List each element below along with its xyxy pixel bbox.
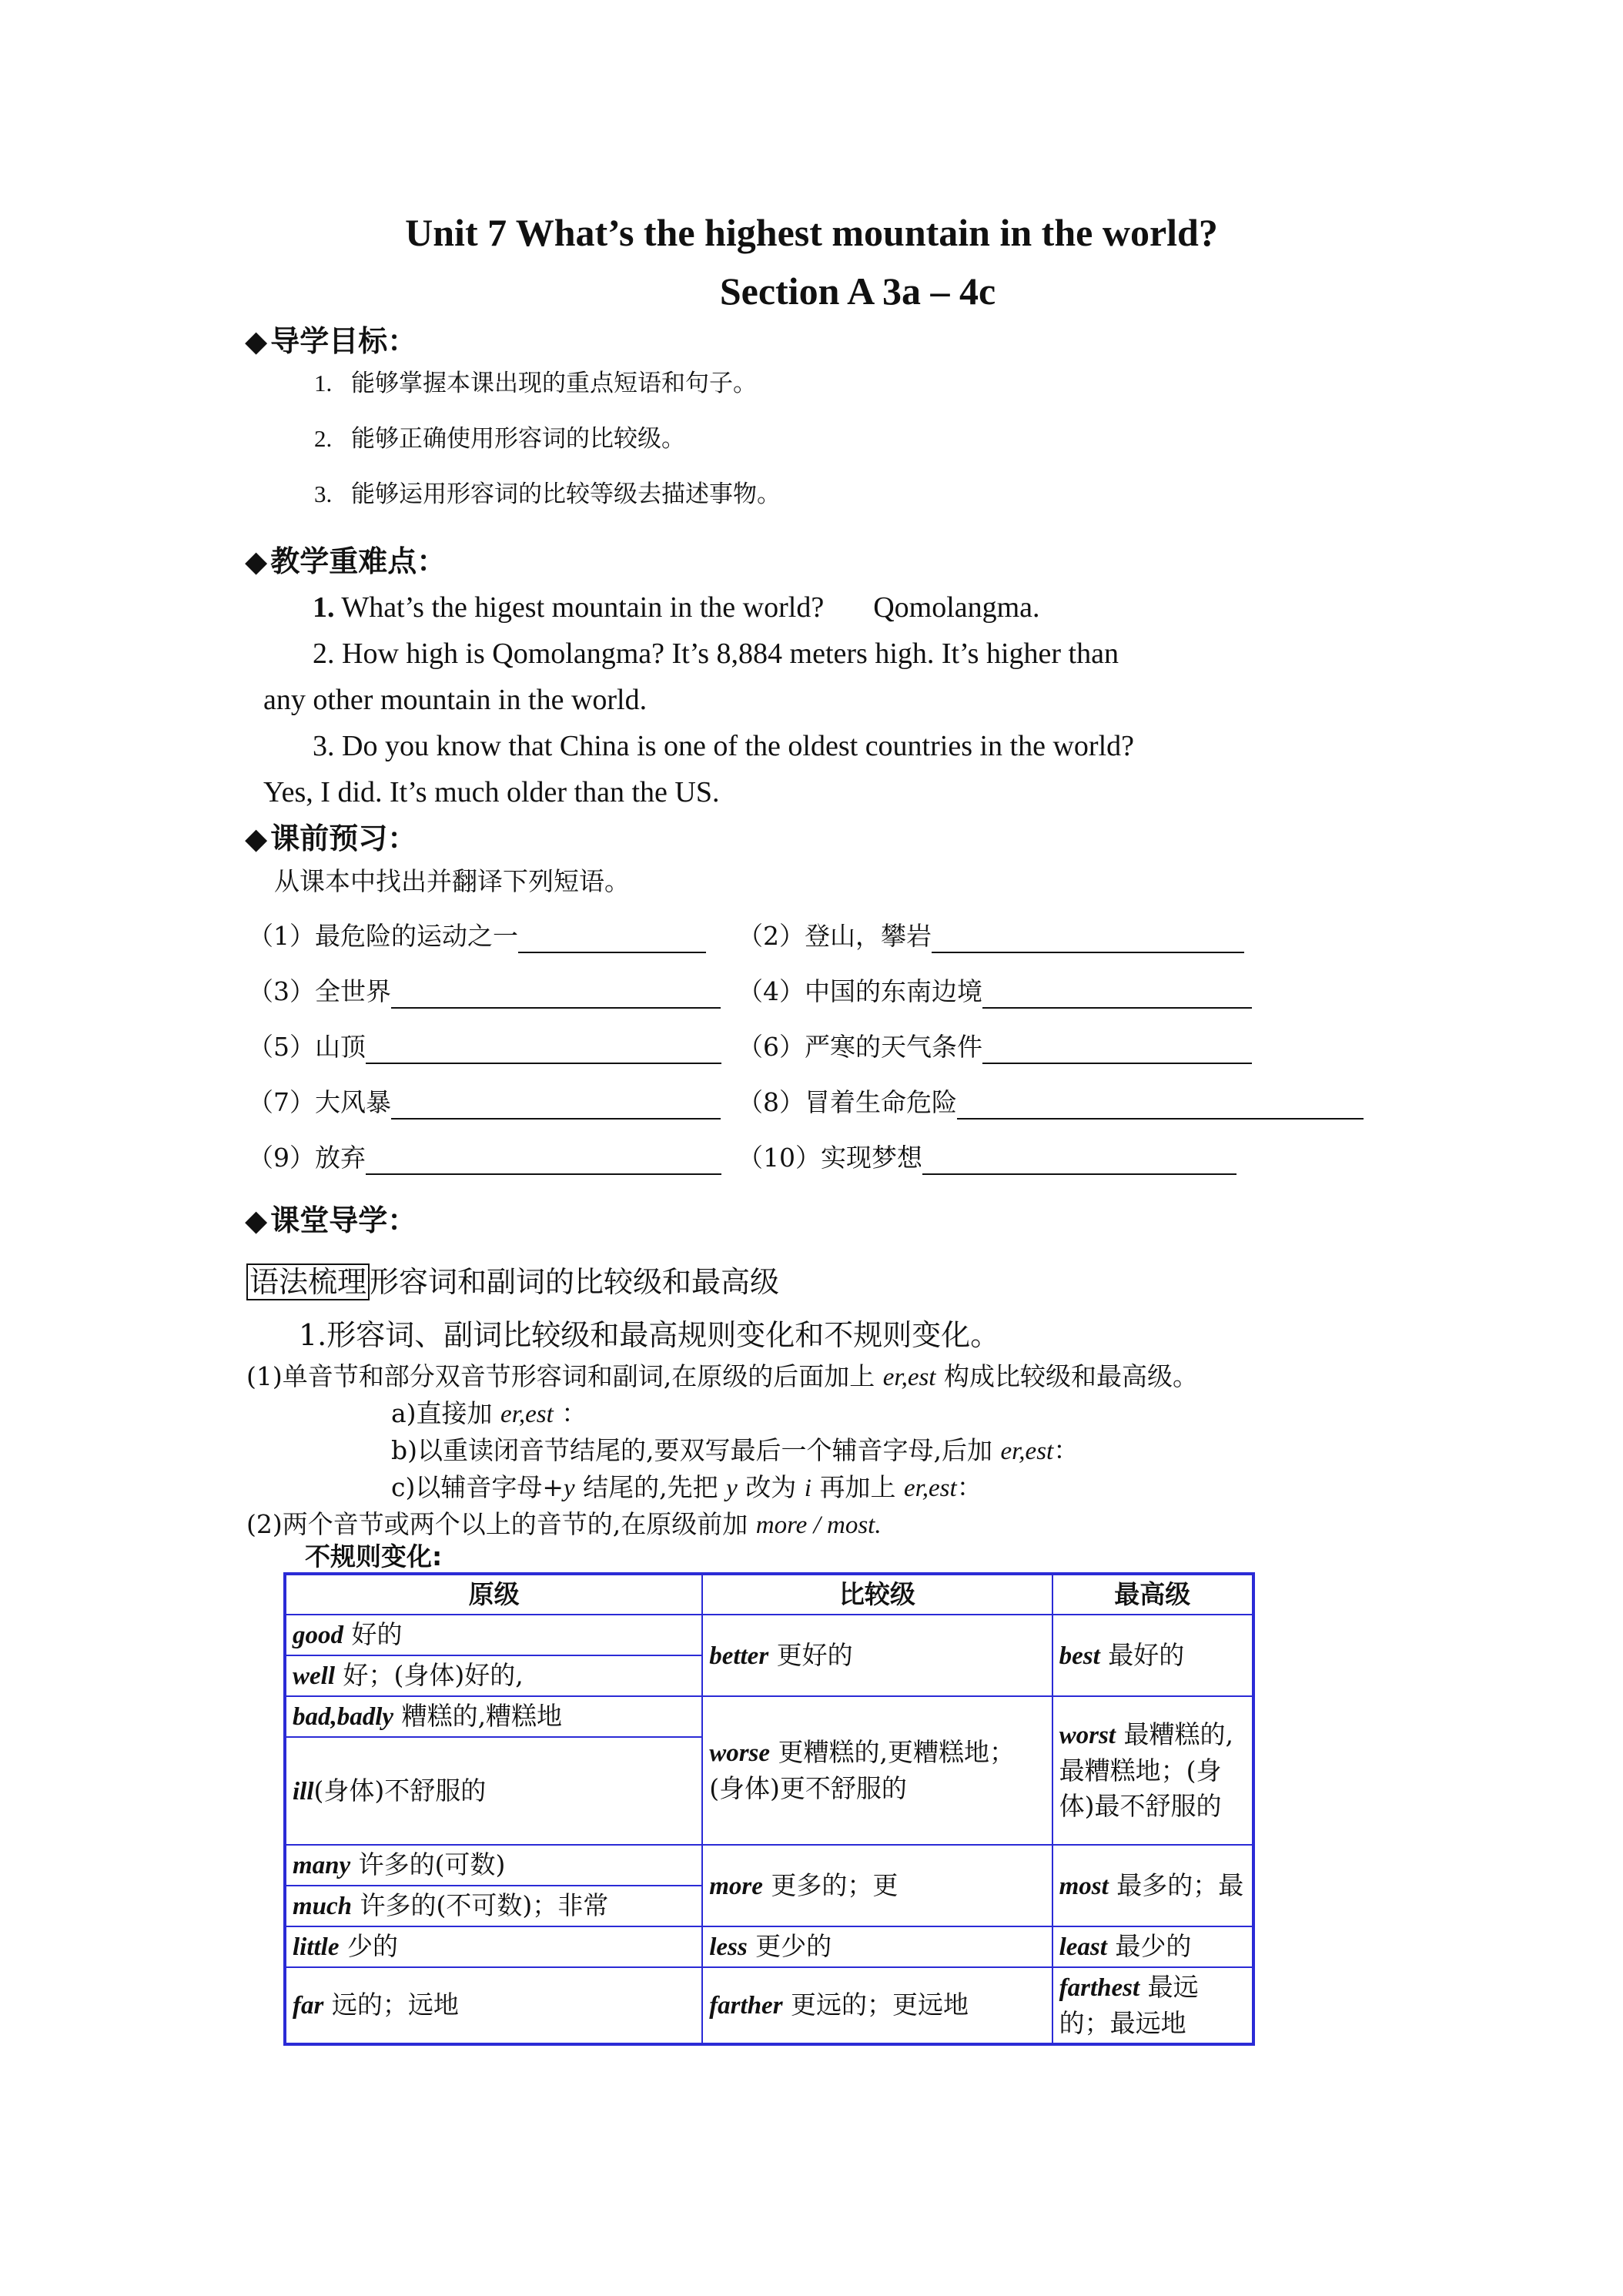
irregular-forms-table (283, 1572, 1255, 2046)
cell-well: well 好；(身体)好的, (285, 1655, 702, 1696)
answer-blank[interactable] (366, 1147, 721, 1175)
rule-1b: b)以重读闭音节结尾的,要双写最后一个辅音字母,后加 er,est： (391, 1435, 1079, 1465)
diamond-bullet-icon: ◆ (245, 544, 268, 578)
rule-1: (1)单音节和部分双音节形容词和副词,在原级的后面加上 er,est 构成比较级和最高级。 (246, 1361, 1198, 1391)
key-point-1: 1. What’s the higest mountain in the world? Qomolangma. (313, 591, 1040, 624)
page-subtitle: Section A 3a – 4c (719, 269, 996, 313)
grammar-topic: 语法梳理 形容词和副词的比较级和最高级 (246, 1263, 779, 1301)
phrase-item: （2）登山，攀岩 (738, 919, 1244, 953)
phrase-item: （9）放弃 (248, 1141, 721, 1175)
page-title: Unit 7 What’s the highest mountain in the world? (405, 211, 1218, 254)
preview-instruction: 从课本中找出并翻译下列短语。 (274, 866, 630, 896)
cell-more: more 更多的；更 (702, 1845, 1052, 1926)
cell-less: less 更少的 (702, 1926, 1052, 1967)
cell-good: good 好的 (285, 1615, 702, 1655)
rule-title: 1.形容词、副词比较级和最高规则变化和不规则变化。 (299, 1318, 1000, 1352)
rule-1c: c)以辅音字母+y 结尾的,先把 y 改为 i 再加上 er,est： (391, 1472, 982, 1502)
answer-blank[interactable] (957, 1092, 1364, 1120)
header-positive: 原级 (285, 1574, 702, 1615)
answer-blank[interactable] (366, 1036, 721, 1064)
phrase-item: （5）山顶 (248, 1030, 721, 1064)
table-header-row (285, 1574, 1253, 1615)
rule-1a: a)直接加 er,est ： (391, 1398, 587, 1428)
phrase-item: （6）严寒的天气条件 (738, 1030, 1252, 1064)
diamond-bullet-icon: ◆ (245, 324, 268, 358)
table-row (285, 1615, 1253, 1655)
cell-least: least 最少的 (1052, 1926, 1253, 1967)
cell-much: much 许多的(不可数)；非常 (285, 1886, 702, 1926)
rule-2: (2)两个音节或两个以上的音节的,在原级前加 more / most. (246, 1509, 882, 1539)
table-row (285, 1696, 1253, 1737)
cell-farther: farther 更远的；更远地 (702, 1967, 1052, 2044)
cell-bad: bad,badly 糟糕的,糟糕地 (285, 1696, 702, 1737)
table-row (285, 1845, 1253, 1886)
objective-item: 2. 能够正确使用形容词的比较级。 (314, 425, 685, 453)
key-point-3-line2: Yes, I did. It’s much older than the US. (263, 776, 720, 808)
diamond-bullet-icon: ◆ (245, 822, 268, 855)
preview-heading: ◆ 课前预习： (245, 822, 417, 855)
key-point-2-line2: any other mountain in the world. (263, 684, 648, 716)
cell-farthest: farthest 最远的；最远地 (1052, 1967, 1253, 2044)
cell-little: little 少的 (285, 1926, 702, 1967)
phrase-item: （8）冒着生命危险 (738, 1086, 1364, 1120)
diamond-bullet-icon: ◆ (245, 1203, 268, 1237)
cell-many: many 许多的(可数) (285, 1845, 702, 1886)
answer-blank[interactable] (932, 925, 1244, 953)
answer-blank[interactable] (518, 925, 706, 953)
class-guide-heading: ◆ 课堂导学： (245, 1203, 417, 1237)
phrase-item: （1）最危险的运动之一 (248, 919, 706, 953)
key-points-heading: ◆ 教学重难点： (245, 544, 447, 578)
answer-blank[interactable] (982, 1036, 1252, 1064)
cell-ill: ill(身体)不舒服的 (285, 1737, 702, 1845)
grammar-box-label: 语法梳理 (246, 1263, 370, 1300)
phrase-item: （7）大风暴 (248, 1086, 721, 1120)
cell-worst: worst 最糟糕的,最糟糕地；(身体)最不舒服的 (1052, 1696, 1253, 1845)
phrase-item: （4）中国的东南边境 (738, 975, 1252, 1009)
key-point-2-line1: 2. How high is Qomolangma? It’s 8,884 meters high. It’s higher than (313, 638, 1119, 670)
cell-best: best 最好的 (1052, 1615, 1253, 1696)
cell-most: most 最多的；最 (1052, 1845, 1253, 1926)
cell-worse: worse 更糟糕的,更糟糕地；(身体)更不舒服的 (702, 1696, 1052, 1845)
irregular-heading: 不规则变化: (305, 1541, 443, 1571)
phrase-item: （3）全世界 (248, 975, 721, 1009)
objective-item: 3. 能够运用形容词的比较等级去描述事物。 (314, 480, 781, 508)
objectives-heading: ◆ 导学目标： (245, 324, 417, 358)
key-point-3-line1: 3. Do you know that China is one of the oldest countries in the world? (313, 730, 1134, 762)
header-comparative: 比较级 (702, 1574, 1052, 1615)
table-row (285, 1967, 1253, 2044)
cell-far: far 远的；远地 (285, 1967, 702, 2044)
answer-blank[interactable] (982, 981, 1252, 1009)
header-superlative: 最高级 (1052, 1574, 1253, 1615)
cell-better: better 更好的 (702, 1615, 1052, 1696)
table-row (285, 1926, 1253, 1967)
answer-blank[interactable] (391, 1092, 721, 1120)
answer-blank[interactable] (391, 981, 721, 1009)
phrase-item: （10）实现梦想 (738, 1141, 1236, 1175)
answer-blank[interactable] (922, 1147, 1236, 1175)
objective-item: 1. 能够掌握本课出现的重点短语和句子。 (314, 370, 757, 397)
